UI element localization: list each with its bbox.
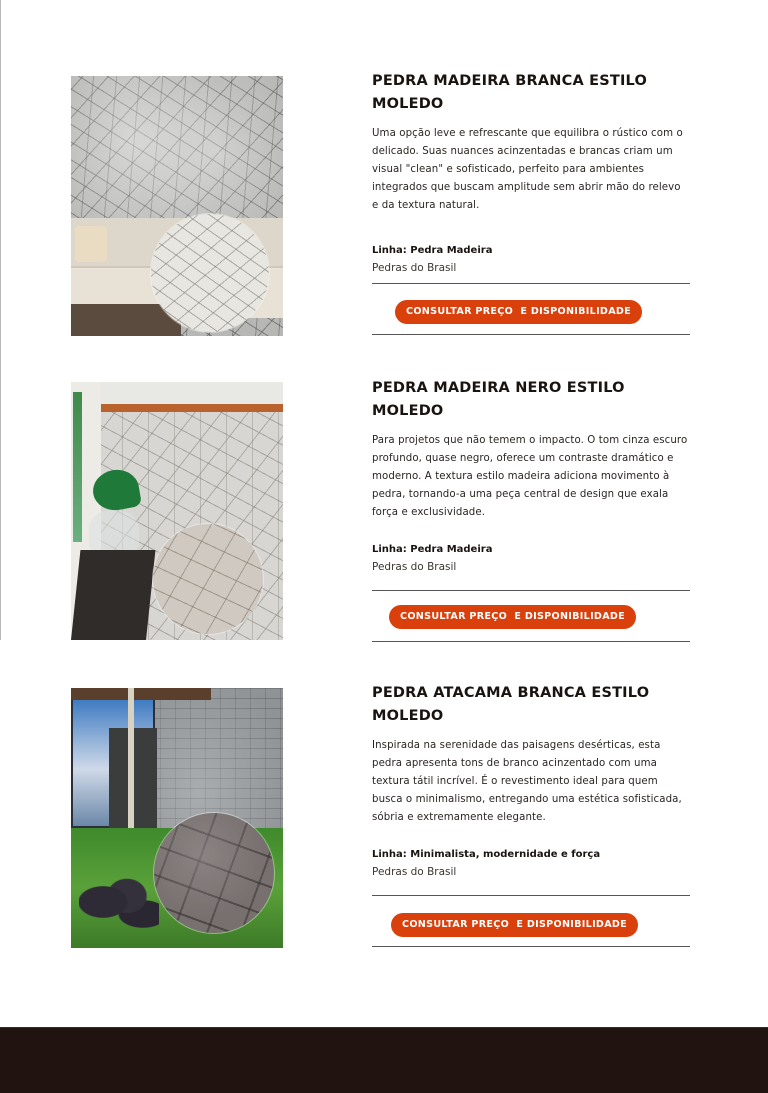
product-description: Uma opção leve e refrescante que equilibra o rústico com o delicado. Suas nuances acinzentadas e brancas criam um visual "clean" e sofisticado, perfeito para ambientes integrados que buscam amplitude sem abrir mão do relevo e da textura natural. <box>372 128 683 211</box>
consult-price-button[interactable]: CONSULTAR PREÇO E DISPONIBILIDADE <box>389 605 636 629</box>
product-photo <box>71 382 283 640</box>
product-line: Linha: Pedra Madeira <box>372 245 493 256</box>
product-brand: Pedras do Brasil <box>372 262 457 274</box>
consult-price-button[interactable]: CONSULTAR PREÇO E DISPONIBILIDADE <box>395 300 642 324</box>
window-view <box>73 392 82 542</box>
ceiling <box>71 382 283 404</box>
product-brand: Pedras do Brasil <box>372 866 457 878</box>
stone-swatch <box>151 214 269 332</box>
left-edge-rule <box>0 0 1 640</box>
product-title: PEDRA ATACAMA BRANCA ESTILO MOLEDO <box>372 685 650 724</box>
cushion <box>75 226 107 262</box>
product-description: Para projetos que não temem o impacto. O tom cinza escuro profundo, quase negro, oferece um contraste dramático e moderno. A textura estilo madeira adiciona movimento à pedra, tornando-a uma peça central de design que exala força e exclusividade. <box>372 435 688 518</box>
divider <box>372 641 690 642</box>
product-title: PEDRA MADEIRA NERO ESTILO MOLEDO <box>372 380 625 419</box>
product-brand: Pedras do Brasil <box>372 561 457 573</box>
product-photo <box>71 76 283 336</box>
product-info <box>372 70 690 335</box>
divider <box>372 946 690 947</box>
dark-leaves <box>79 878 159 938</box>
product-line: Linha: Minimalista, modernidade e força <box>372 849 601 860</box>
divider <box>372 334 690 335</box>
product-info <box>372 377 690 642</box>
page-footer <box>0 1027 768 1093</box>
stone-swatch <box>154 813 274 933</box>
sideboard <box>71 550 155 640</box>
product-description: Inspirada na serenidade das paisagens desérticas, esta pedra apresenta tons de branco acinzentado com uma textura tátil incrível. É o revestimento ideal para quem busca o minimalismo, entregando uma estética sofisticada, sóbria e extremamente elegante. <box>372 740 682 823</box>
roof <box>71 688 211 700</box>
vase <box>89 510 139 552</box>
wood-beam <box>101 404 283 412</box>
stone-swatch <box>153 524 263 634</box>
product-info <box>372 682 690 947</box>
product-title: PEDRA MADEIRA BRANCA ESTILO MOLEDO <box>372 73 647 112</box>
product-photo <box>71 688 283 948</box>
product-line: Linha: Pedra Madeira <box>372 544 493 555</box>
consult-price-button[interactable]: CONSULTAR PREÇO E DISPONIBILIDADE <box>391 913 638 937</box>
